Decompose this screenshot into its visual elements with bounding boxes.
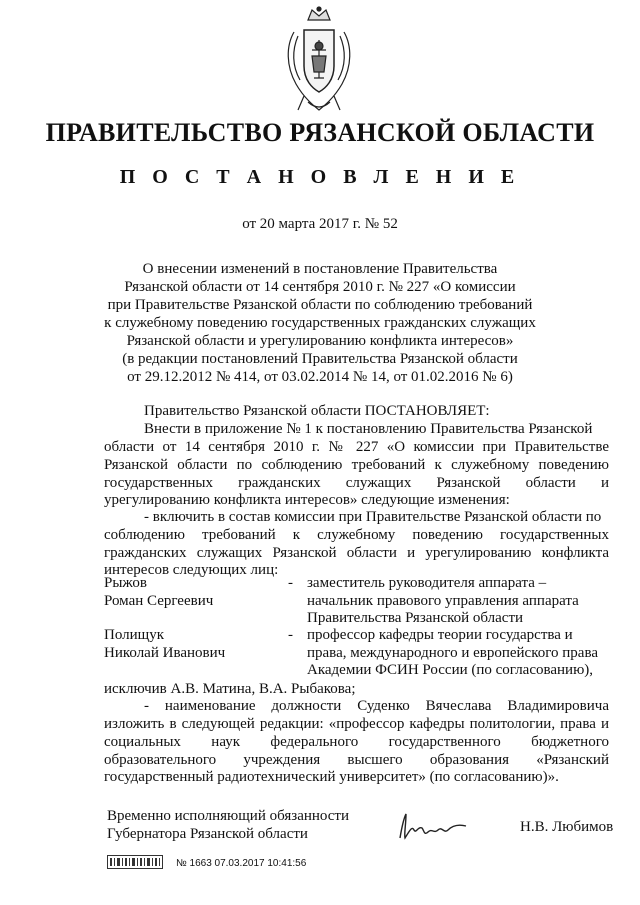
subject-line: Рязанской области и урегулированию конфликта интересов» xyxy=(126,333,514,349)
para2-line: соблюдению требований к служебному поведению государственных xyxy=(104,527,609,543)
member-position: заместитель руководителя аппарата – начальник правового управления аппарата Правительства Рязанской области xyxy=(307,575,579,627)
barcode-stamp-icon xyxy=(107,855,163,869)
para1-line: области от 14 сентября 2010 г. № 227 «О комиссии при Правительстве xyxy=(104,439,609,455)
handwritten-signature-icon xyxy=(396,808,468,844)
subject-line: от 29.12.2012 № 414, от 03.02.2014 № 14, от 01.02.2016 № 6) xyxy=(127,369,513,385)
member-dash: - xyxy=(288,627,293,643)
signatory-name: Н.В. Любимов xyxy=(520,819,614,835)
para3-line: социальных наук федерального государственного бюджетного xyxy=(104,734,609,750)
para3-line: государственный радиотехнический университет» (по согласованию)». xyxy=(104,769,559,785)
subject-line: Рязанской области от 14 сентября 2010 г. № 227 «О комиссии xyxy=(124,279,516,295)
member-name: Рыжов Роман Сергеевич xyxy=(104,575,214,609)
exclude-line: исключив А.В. Матина, В.А. Рыбакова; xyxy=(104,681,356,697)
member-name: Полищук Николай Иванович xyxy=(104,627,226,661)
para1-line: Рязанской области по соблюдению требований к служебному поведению xyxy=(104,457,609,473)
para2-line: интересов следующих лиц: xyxy=(104,562,279,578)
document-type: П О С Т А Н О В Л Е Н И Е xyxy=(119,166,521,188)
document-date-number: от 20 марта 2017 г. № 52 xyxy=(242,216,398,232)
para1-line: государственных гражданских служащих Рязанской области и xyxy=(104,475,609,491)
para1-line: Внести в приложение № 1 к постановлению Правительства Рязанской xyxy=(144,421,593,437)
registration-number: № 1663 07.03.2017 10:41:56 xyxy=(176,858,307,869)
subject-line: к служебному поведению государственных гражданских служащих xyxy=(104,315,536,331)
para3-line: образовательного учреждения высшего образования «Рязанский xyxy=(104,752,609,768)
document-subject xyxy=(80,260,560,386)
para1-line: урегулированию конфликта интересов» следующие изменения: xyxy=(104,492,510,508)
organization-title: ПРАВИТЕЛЬСТВО РЯЗАНСКОЙ ОБЛАСТИ xyxy=(45,118,595,147)
subject-line: (в редакции постановлений Правительства Рязанской области xyxy=(122,351,518,367)
para2-line: - включить в состав комиссии при Правительстве Рязанской области по xyxy=(144,509,602,525)
member-dash: - xyxy=(288,575,293,591)
para3-line: - наименование должности Суденко Вячеслава Владимировича xyxy=(144,698,609,714)
member-position: профессор кафедры теории государства и права, международного и европейского права Академии ФСИН России (по согласованию), xyxy=(307,627,598,679)
para3-line: изложить в следующей редакции: «профессор кафедры политологии, права и xyxy=(104,716,609,732)
coat-of-arms-icon xyxy=(282,6,356,118)
subject-line: О внесении изменений в постановление Правительства xyxy=(142,261,498,277)
para2-line: гражданских служащих Рязанской области и урегулированию конфликта xyxy=(104,545,609,561)
signatory-title: Временно исполняющий обязанности Губернатора Рязанской области xyxy=(107,808,350,842)
decree-line: Правительство Рязанской области ПОСТАНОВЛЯЕТ: xyxy=(144,403,490,419)
subject-line: при Правительстве Рязанской области по соблюдению требований xyxy=(107,297,533,313)
